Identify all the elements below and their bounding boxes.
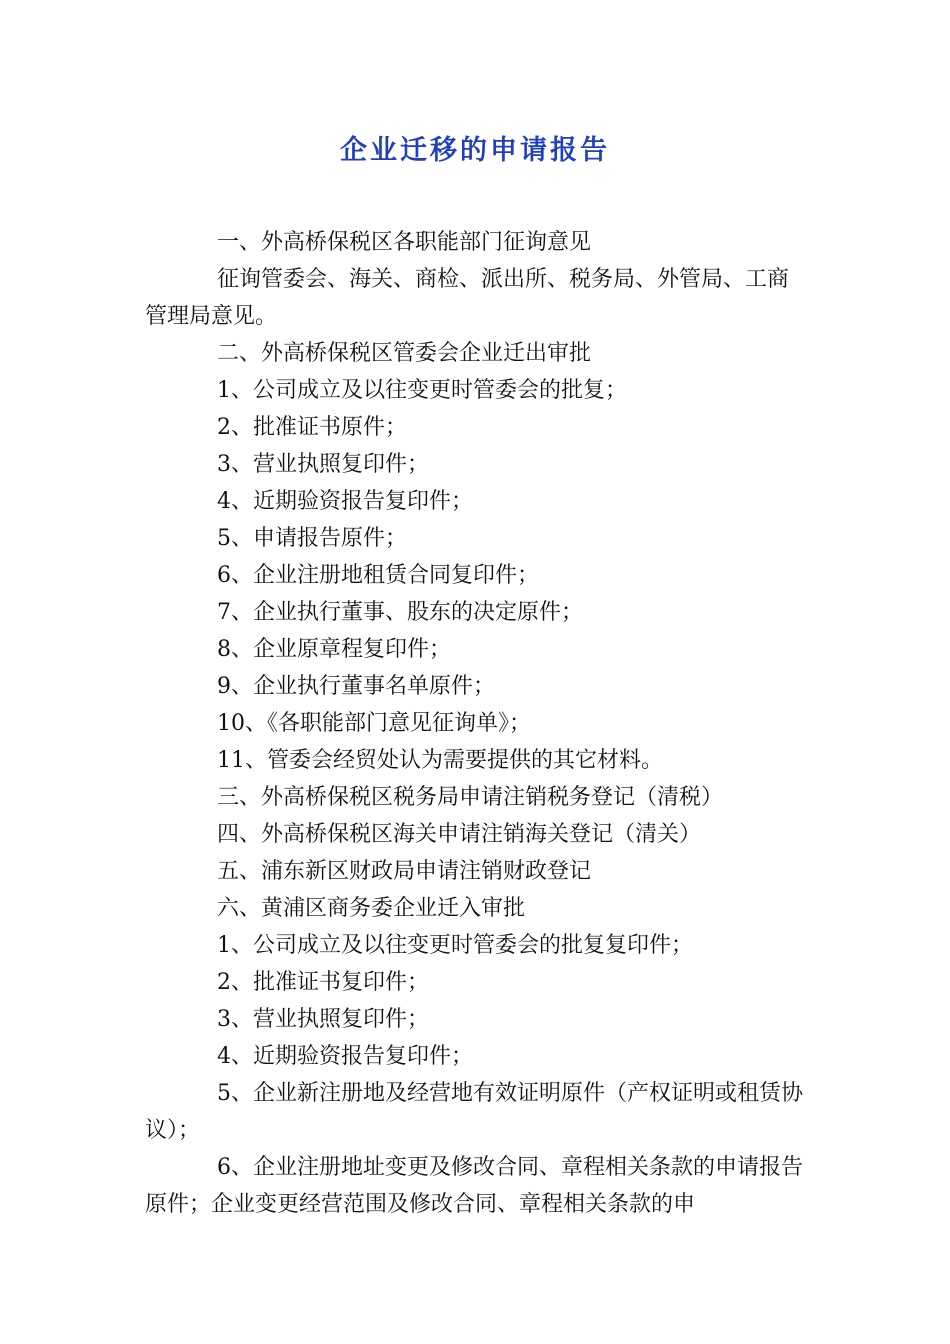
paragraph: 4、近期验资报告复印件； [217, 1044, 473, 1069]
paragraph: 四、外高桥保税区海关申请注销海关登记（清关） [217, 822, 702, 847]
paragraph: 3、营业执照复印件； [217, 452, 429, 477]
paragraph: 2、批准证书原件； [217, 415, 407, 440]
paragraph: 3、营业执照复印件； [217, 1007, 429, 1032]
paragraph: 五、浦东新区财政局申请注销财政登记 [217, 859, 592, 884]
paragraph: 二、外高桥保税区管委会企业迁出审批 [217, 341, 592, 366]
paragraph: 5、企业新注册地及经营地有效证明原件（产权证明或租赁协议）； [145, 1081, 803, 1143]
paragraph: 9、企业执行董事名单原件； [217, 674, 495, 699]
paragraph: 10、《各职能部门意见征询单》； [217, 711, 531, 736]
paragraph: 2、批准证书复印件； [217, 970, 429, 995]
paragraph: 三、外高桥保税区税务局申请注销税务登记（清税） [217, 785, 724, 810]
paragraph: 11、管委会经贸处认为需要提供的其它材料。 [217, 748, 663, 773]
paragraph: 一、外高桥保税区各职能部门征询意见 [217, 230, 592, 255]
paragraph: 5、申请报告原件； [217, 526, 407, 551]
paragraph: 1、公司成立及以往变更时管委会的批复； [217, 378, 627, 403]
document-body [145, 224, 805, 1223]
document-title: 企业迁移的申请报告 [340, 135, 610, 166]
paragraph: 6、企业注册地址变更及修改合同、章程相关条款的申请报告原件；企业变更经营范围及修改合同、章程相关条款的申 [145, 1155, 803, 1217]
paragraph: 6、企业注册地租赁合同复印件； [217, 563, 539, 588]
paragraph: 7、企业执行董事、股东的决定原件； [217, 600, 583, 625]
paragraph: 六、黄浦区商务委企业迁入审批 [217, 896, 526, 921]
paragraph: 征询管委会、海关、商检、派出所、税务局、外管局、工商管理局意见。 [145, 267, 790, 329]
paragraph: 1、公司成立及以往变更时管委会的批复复印件； [217, 933, 693, 958]
paragraph: 8、企业原章程复印件； [217, 637, 451, 662]
paragraph: 4、近期验资报告复印件； [217, 489, 473, 514]
